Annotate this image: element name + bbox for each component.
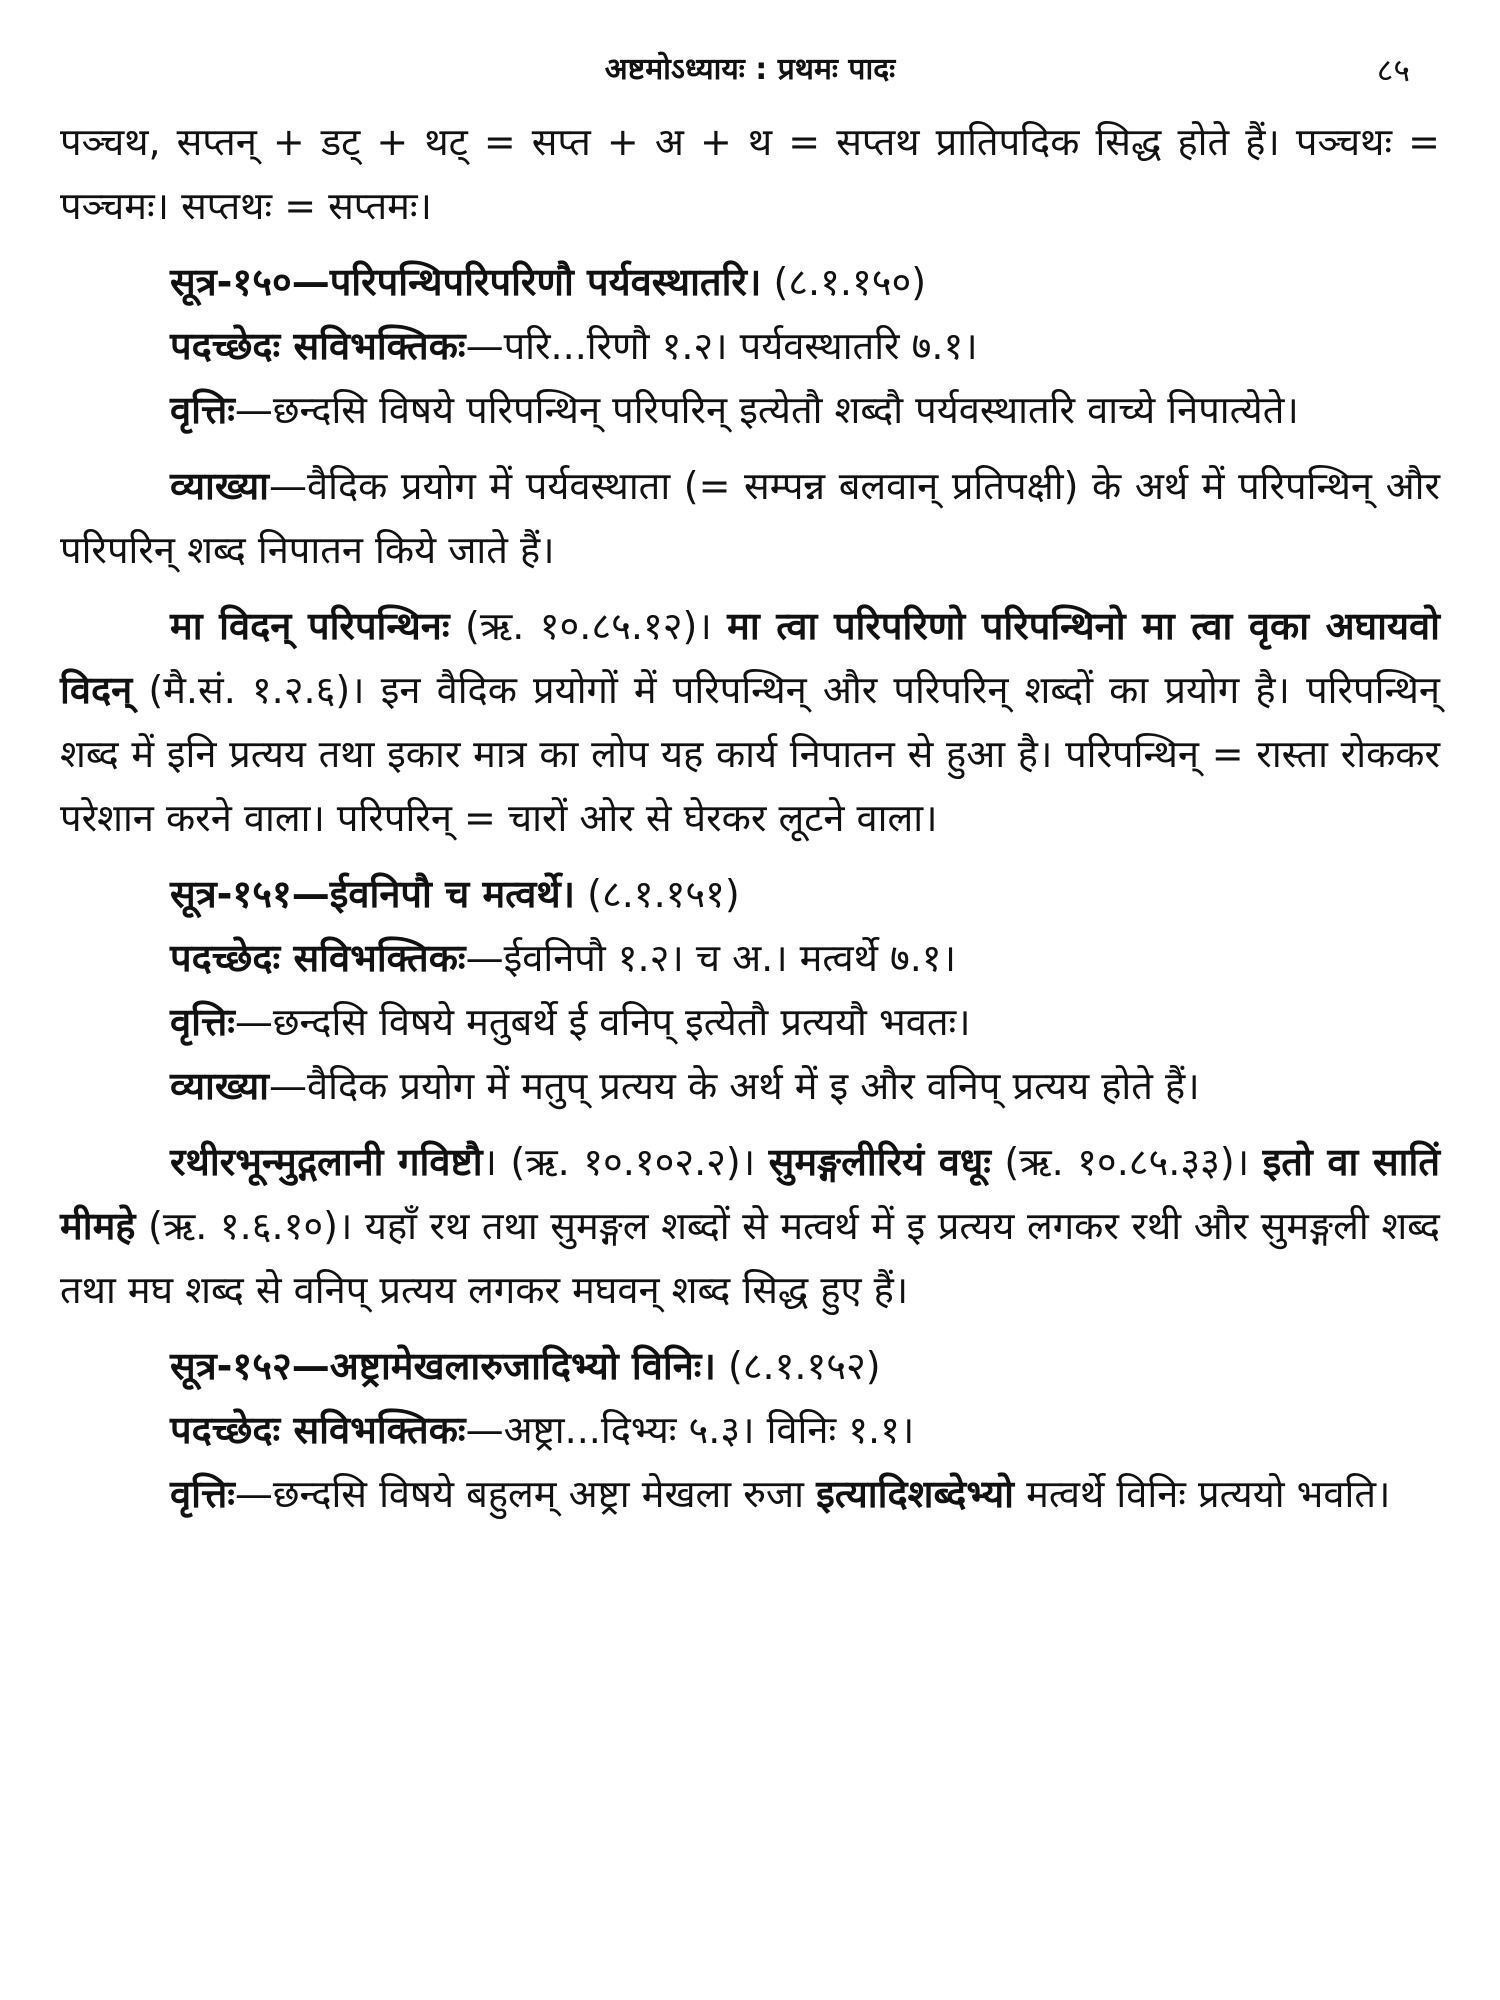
- running-header: [60, 40, 1440, 110]
- sutra-heading: सूत्र-१५०—परिपन्थिपरिपरिणौ पर्यवस्थातरि। (८.१.१५०): [170, 260, 927, 304]
- padaccheda: पदच्छेदः सविभक्तिकः—ईवनिपौ १.२। च अ.। मत्वर्थे ७.१।: [170, 936, 956, 980]
- vyakhya: व्याख्या—वैदिक प्रयोग में पर्यवस्थाता (= सम्पन्न बलवान् प्रतिपक्षी) के अर्थ में परिपन्थिन् और परिपरिन् शब्द निपातन किये जाते हैं।: [60, 464, 1440, 572]
- chapter-heading: अष्टमोऽध्यायः : प्रथमः पादः: [604, 52, 896, 87]
- vritti: वृत्तिः—छन्दसि विषये परिपन्थिन् परिपरिन् इत्येतौ शब्दौ पर्यवस्थातरि वाच्ये निपात्येते।: [170, 388, 1299, 432]
- vyakhya: व्याख्या—वैदिक प्रयोग में मतुप् प्रत्यय के अर्थ में इ और वनिप् प्रत्यय होते हैं।: [170, 1064, 1200, 1108]
- examples-paragraph: रथीरभून्मुद्गलानी गविष्टौ। (ऋ. १०.१०२.२)। सुमङ्गलीरियं वधूः (ऋ. १०.८५.३३)। इतो वा सातिं मीमहे (ऋ. १.६.१०)। यहाँ रथ तथा सुमङ्गल शब्दों से मत्वर्थ में इ प्रत्यय लगकर रथी और सुमङ्गली शब्द तथा मघ शब्द से वनिप् प्रत्यय लगकर मघवन् शब्द सिद्ध हुए हैं।: [60, 1140, 1440, 1312]
- sutra-heading: सूत्र-१५२—अष्ट्रामेखलारुजादिभ्यो विनिः। (८.१.१५२): [170, 1344, 881, 1388]
- vritti: वृत्तिः—छन्दसि विषये बहुलम् अष्ट्रा मेखला रुजा इत्यादिशब्देभ्यो मत्वर्थे विनिः प्रत्ययो भवति।: [170, 1472, 1391, 1516]
- sutra-heading: सूत्र-१५१—ईवनिपौ च मत्वर्थे। (८.१.१५१): [170, 872, 740, 916]
- padaccheda: पदच्छेदः सविभक्तिकः—परि...रिणौ १.२। पर्यवस्थातरि ७.१।: [170, 324, 978, 368]
- paragraph: पञ्चथ, सप्तन् + डट् + थट् = सप्त + अ + थ = सप्तथ प्रातिपदिक सिद्ध होते हैं। पञ्चथः = पञ्चमः। सप्तथः = सप्तमः।: [60, 120, 1440, 228]
- padaccheda: पदच्छेदः सविभक्तिकः—अष्ट्रा...दिभ्यः ५.३। विनिः १.१।: [170, 1408, 915, 1452]
- examples-paragraph: मा विदन् परिपन्थिनः (ऋ. १०.८५.१२)। मा त्वा परिपरिणो परिपन्थिनो मा त्वा वृका अघायवो विदन् (मै.सं. १.२.६)। इन वैदिक प्रयोगों में परिपन्थिन् और परिपरिन् शब्दों का प्रयोग है। परिपन्थिन् शब्द में इनि प्रत्यय तथा इकार मात्र का लोप यह कार्य निपातन से हुआ है। परिपन्थिन् = रास्ता रोककर परेशान करने वाला। परिपरिन् = चारों ओर से घेरकर लूटने वाला।: [60, 604, 1440, 840]
- vritti: वृत्तिः—छन्दसि विषये मतुबर्थे ई वनिप् इत्येतौ प्रत्ययौ भवतः।: [170, 1000, 971, 1044]
- body-text: [60, 110, 1440, 1526]
- page-number: ८५: [1376, 51, 1410, 89]
